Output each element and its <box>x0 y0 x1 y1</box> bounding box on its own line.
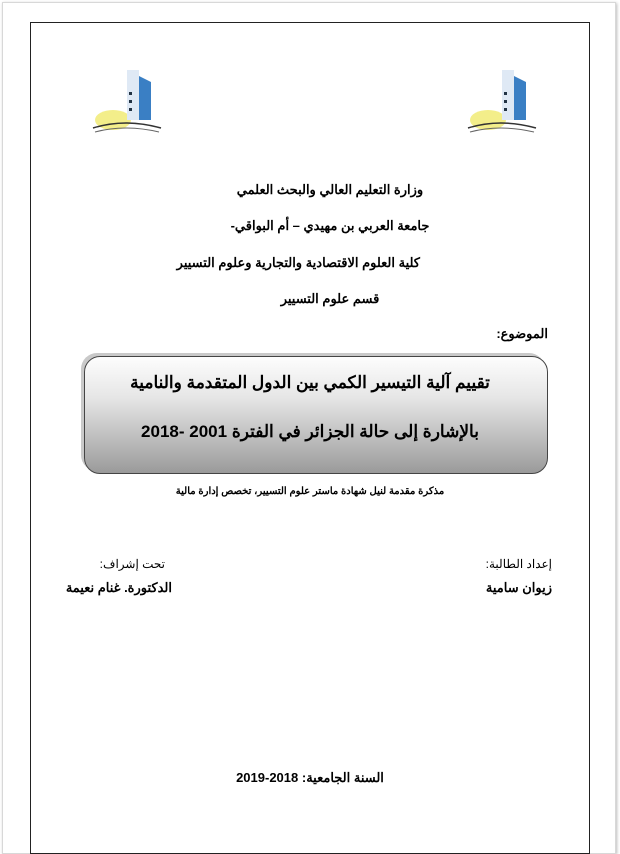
ministry-name: وزارة التعليم العالي والبحث العلمي <box>236 182 424 197</box>
university-logo-left <box>85 62 165 142</box>
thesis-subtitle: مذكرة مقدمة لنيل شهادة ماستر علوم التسيير، تخصص إدارة مالية <box>175 486 445 497</box>
department-name: قسم علوم التسيير <box>280 291 380 306</box>
student-label: إعداد الطالبة: <box>485 557 552 571</box>
subject-label: الموضوع: <box>496 326 548 341</box>
thesis-title-line1: تقييم آلية التيسير الكمي بين الدول المتقدمة والنامية <box>130 373 490 392</box>
thesis-title-line2: بالإشارة إلى حالة الجزائر في الفترة 2001 -2018 <box>141 422 479 441</box>
academic-year: السنة الجامعية: 2018-2019 <box>236 770 384 785</box>
university-name: جامعة العربي بن مهيدي – أم البواقي- <box>230 218 430 233</box>
student-name: زيوان سامية <box>485 580 552 595</box>
university-logo-right <box>460 62 540 142</box>
supervisor-label: تحت إشراف: <box>99 557 165 571</box>
supervisor-name: الدكتورة. غنام نعيمة <box>65 580 172 595</box>
faculty-name: كلية العلوم الاقتصادية والتجارية وعلوم التسيير <box>176 255 420 270</box>
